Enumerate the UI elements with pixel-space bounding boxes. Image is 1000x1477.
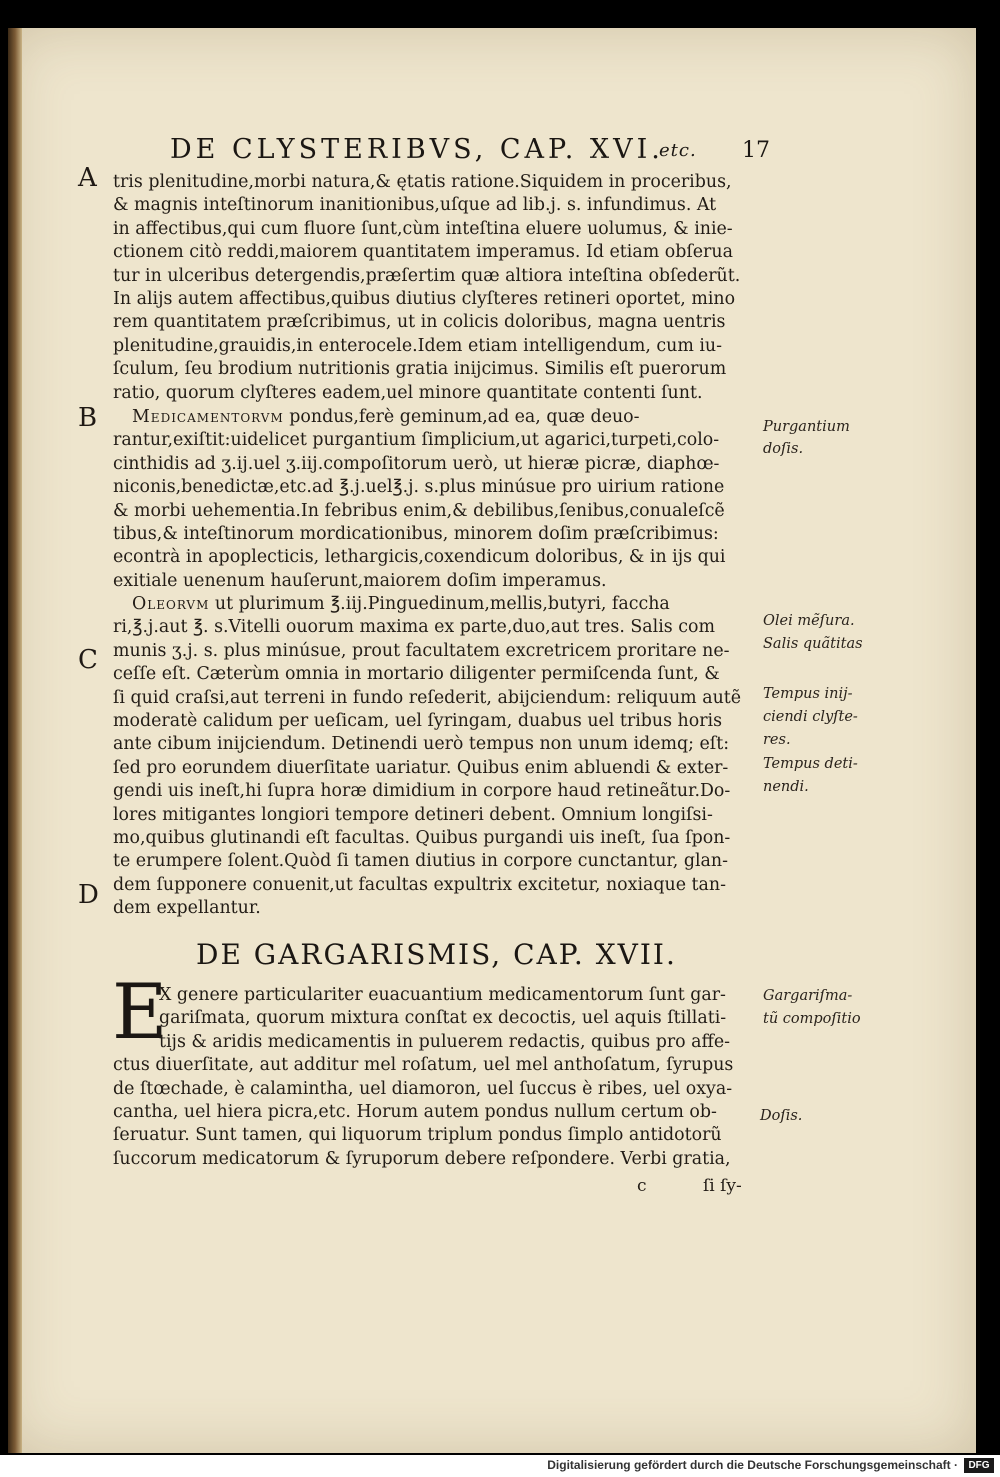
paragraph-1	[113, 171, 765, 405]
dfg-logo: DFG	[964, 1458, 994, 1473]
text-line: gendi uis ineſt,hi ſupra horæ dimidium in corpore haud retineãtur.Do-	[113, 781, 731, 802]
text-line	[113, 406, 765, 429]
chapter-heading: DE GARGARISMIS, CAP. XVII.	[196, 938, 677, 971]
text-line: exitiale uenenum hauſerunt,maiorem doſim imperamus.	[113, 570, 607, 591]
section-letter-b: B	[78, 403, 98, 433]
text-line: ſi quid craſsi,aut terreni in fundo reſederit, abijciendum: reliquum autẽ	[113, 687, 742, 708]
catchword: ſi ſy-	[703, 1176, 742, 1196]
text-line: tur in ulceribus detergendis,præſertim quæ altiora inteſtina obſederũt.	[113, 265, 741, 286]
marginal-note: Gargariſma-	[763, 988, 853, 1004]
running-header	[170, 134, 770, 174]
text-line: moderatè calidum per ueſicam, uel ſyringam, duabus uel tribus horis	[113, 710, 723, 731]
text-line: tijs & aridis medicamentis in puluerem redactis, quibus pro affe-	[159, 1031, 731, 1052]
text-line: tris plenitudine,morbi natura,& ętatis ratione.Siquidem in proceribus,	[113, 172, 732, 192]
text-line: cinthidis ad ʒ.ij.uel ʒ.iij.compoſitorum uerò, ut hieræ picræ, diaphœ-	[113, 453, 720, 474]
section-letter-d: D	[78, 880, 99, 910]
text-line: te erumpere ſolent.Quòd ſi tamen diutius in corpore cunctantur, glan-	[113, 851, 728, 872]
text-line: munis ʒ.j. s. plus minúsue, prout facultatem excretricem proritare ne-	[113, 640, 730, 661]
section-letter-a: A	[78, 163, 97, 193]
paragraph-lead: Oleorvm	[132, 594, 210, 614]
section-letter-c: C	[78, 645, 98, 675]
text-line: dem ſupponere conuenit,ut facultas expultrix excitetur, noxiaque tan-	[113, 874, 726, 895]
paragraph-3	[113, 593, 765, 920]
text-line: In alijs autem affectibus,quibus diutius clyſteres retineri oportet, mino	[113, 288, 736, 309]
marginal-note: Salis quãtitas	[763, 636, 863, 652]
marginal-note: tũ compoſitio	[763, 1011, 861, 1027]
text-line	[113, 593, 765, 616]
text-line: ceſſe eſt. Cæterùm omnia in mortario diligenter permiſcenda ſunt, &	[113, 664, 720, 685]
marginal-note: ciendi clyſte-	[763, 709, 858, 725]
text-line: & morbi uehementia.In febribus enim,& debilibus,ſenibus,conualeſcẽ	[113, 500, 725, 521]
text-line: ſeruatur. Sunt tamen, qui liquorum triplum pondus ſimplo antidotorũ	[113, 1125, 722, 1146]
footer-bar	[0, 1455, 1000, 1477]
signature-mark: c	[637, 1176, 647, 1196]
text-segment: ut plurimum ℥.iij.Pinguedinum,mellis,butyri, faccha	[209, 594, 670, 614]
text-line: ratio, quorum clyſteres eadem,uel minore quantitate contenti ſunt.	[113, 382, 703, 403]
text-line: ante cibum inijciendum. Detinendi uerò tempus non unum idemq; eſt:	[113, 734, 730, 755]
text-line: X genere particulariter euacuantium medicamentorum ſunt gar-	[159, 985, 726, 1005]
footer-credit: Digitalisierung gefördert durch die Deutsche Forschungsgemeinschaft ·	[547, 1458, 958, 1472]
text-line: tibus,& inteſtinorum mordicationibus, minorem doſim præſcribimus:	[113, 523, 719, 544]
text-line: niconis,benedictæ,etc.ad ℥.j.uel℥.j. s.plus minúsue pro uirium ratione	[113, 477, 725, 498]
marginal-note: res.	[763, 732, 791, 748]
text-line: ſculum, ſeu brodium nutritionis gratia inijcimus. Similis eſt puerorum	[113, 359, 727, 380]
marginal-note: nendi.	[763, 779, 809, 795]
text-line: mo,quibus glutinandi eſt facultas. Quibus purgandi uis ineſt, ſua ſpon-	[113, 827, 731, 848]
text-line: lores mitigantes longiori tempore detineri debent. Omnium longiſsi-	[113, 804, 713, 825]
paragraph-lead: Medicamentorvm	[132, 407, 284, 427]
paragraph-4	[113, 984, 765, 1171]
text-line: in affectibus,qui cum fluore ſunt,cùm inteſtina eluere uolumus, & inie-	[113, 218, 733, 239]
header-etc: etc.	[659, 140, 697, 161]
marginal-note: Olei mẽſura.	[763, 613, 855, 629]
header-title: DE CLYSTERIBVS, CAP. XVI.	[170, 134, 664, 165]
marginal-note: doſis.	[763, 441, 804, 457]
page-number: 17	[742, 138, 770, 163]
text-line: dem expellantur.	[113, 898, 261, 919]
page-binding-edge	[8, 28, 22, 1453]
text-line: rantur,exiſtit:uidelicet purgantium ſimplicium,ut agarici,turpeti,colo-	[113, 430, 720, 451]
marginal-note: Purgantium	[763, 419, 850, 435]
text-line: rem quantitatem præſcribimus, ut in colicis doloribus, magna uentris	[113, 312, 726, 333]
marginal-note: Tempus inij-	[763, 686, 853, 702]
marginal-note: Doſis.	[760, 1108, 803, 1124]
text-line: cantha, uel hiera picra,etc. Horum autem pondus nullum certum ob-	[113, 1101, 717, 1122]
text-line: de ſtœchade, è calamintha, uel diamoron, uel ſuccus è ribes, uel oxya-	[113, 1078, 733, 1099]
text-line: gariſmata, quorum mixtura conſtat ex decoctis, uel aquis ſtillati-	[159, 1008, 727, 1029]
text-line: ctus diuerſitate, aut additur mel roſatum, uel mel anthoſatum, ſyrupus	[113, 1055, 734, 1076]
text-line: econtrà in apoplecticis, lethargicis,coxendicum doloribus, & in ijs qui	[113, 547, 726, 568]
text-line: plenitudine,grauidis,in enterocele.Idem etiam intelligendum, cum iu-	[113, 335, 723, 356]
drop-cap: E	[112, 967, 168, 1056]
text-line: ri,℥.j.aut ℥. s.Vitelli ouorum maxima ex parte,duo,aut tres. Salis com	[113, 617, 715, 638]
text-line: ſuccorum medicatorum & ſyruporum debere reſpondere. Verbi gratia,	[113, 1148, 731, 1169]
text-segment: pondus,ferè geminum,ad ea, quæ deuo-	[283, 407, 640, 427]
marginal-note: Tempus deti-	[763, 756, 858, 772]
text-line: ctionem citò reddi,maiorem quantitatem imperamus. Id etiam obſerua	[113, 242, 733, 263]
paragraph-2	[113, 406, 765, 593]
text-line: & magnis inteſtinorum inanitionibus,uſque ad lib.j. s. infundimus. At	[113, 195, 717, 216]
text-line: ſed pro eorundem diuerſitate uariatur. Quibus enim abluendi & exter-	[113, 757, 729, 778]
